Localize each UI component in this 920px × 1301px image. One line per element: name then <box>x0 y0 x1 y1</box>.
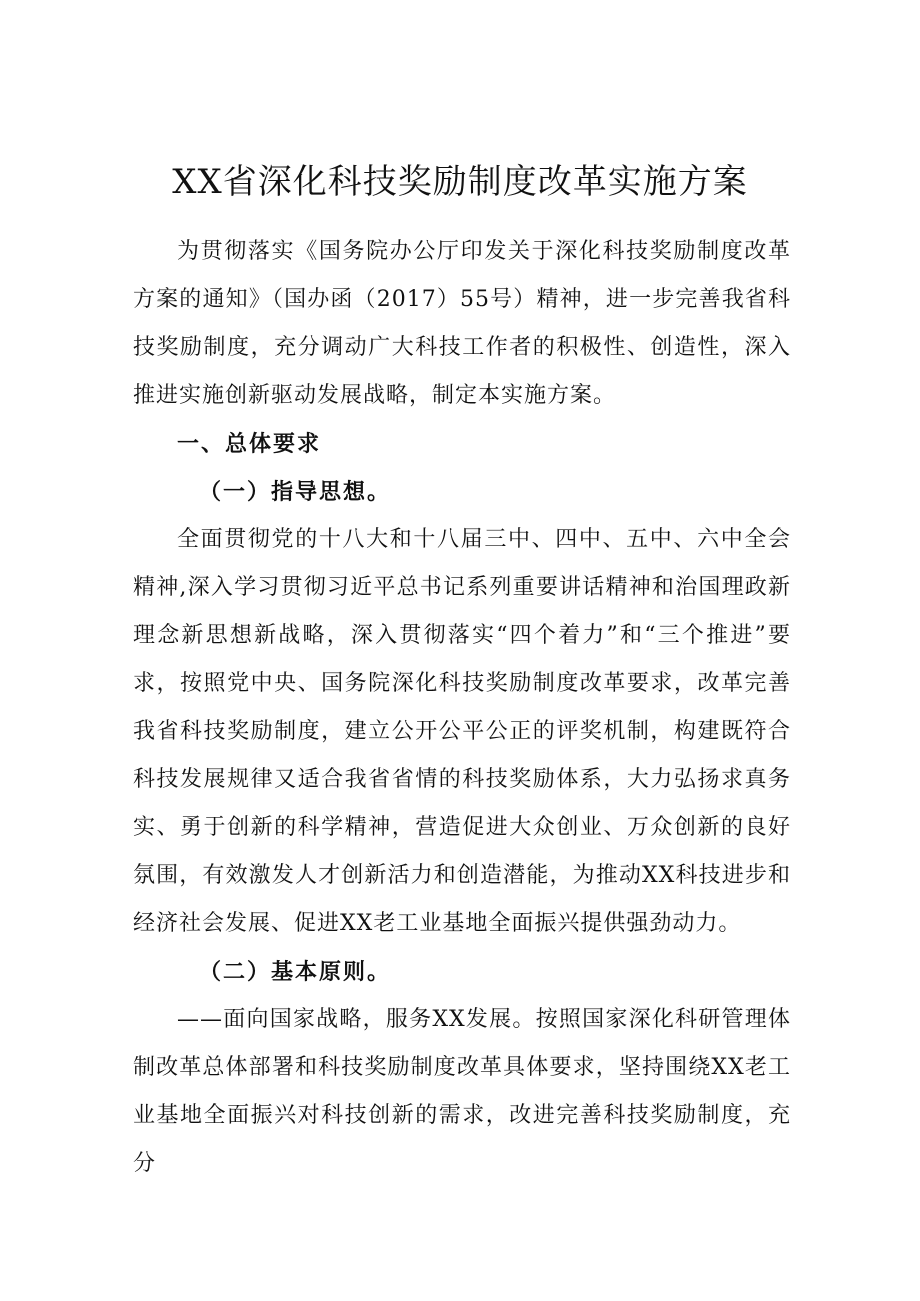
section-heading-general-requirements: 一、总体要求 <box>177 431 322 457</box>
document-title: XX省深化科技奖励制度改革实施方案 <box>172 161 748 202</box>
guiding-ideology-paragraph: 全面贯彻党的十八大和十八届三中、四中、五中、六中全会精神,深入学习贯彻习近平总书记系列重要讲话精神和治国理政新理念新思想新战略，深入贯彻落实“四个着力”和“三个推进”要求，按照党中央、国务院深化科技奖励制度改革要求，改革完善我省科技奖励制度，建立公开公平公正的评奖机制，构建既符合科技发展规律又适合我省省情的科技奖励体系，大力弘扬求真务实、勇于创新的科学精神，营造促进大众创业、万众创新的良好氛围，有效激发人才创新活力和创造潜能，为推动XX科技进步和经济社会发展、促进XX老工业基地全面振兴提供强劲动力。 <box>133 527 791 936</box>
subsection-heading-basic-principles: （二）基本原则。 <box>199 959 392 985</box>
basic-principles-paragraph: ——面向国家战略，服务XX发展。按照国家深化科研管理体制改革总体部署和科技奖励制度改革具体要求，坚持围绕XX老工业基地全面振兴对科技创新的需求，改进完善科技奖励制度，充分 <box>133 1007 791 1176</box>
subsection-heading-guiding-ideology: （一）指导思想。 <box>199 479 392 505</box>
intro-paragraph: 为贯彻落实《国务院办公厅印发关于深化科技奖励制度改革方案的通知》（国办函（2017）55号）精神，进一步完善我省科技奖励制度，充分调动广大科技工作者的积极性、创造性，深入推进实施创新驱动发展战略，制定本实施方案。 <box>133 239 791 408</box>
